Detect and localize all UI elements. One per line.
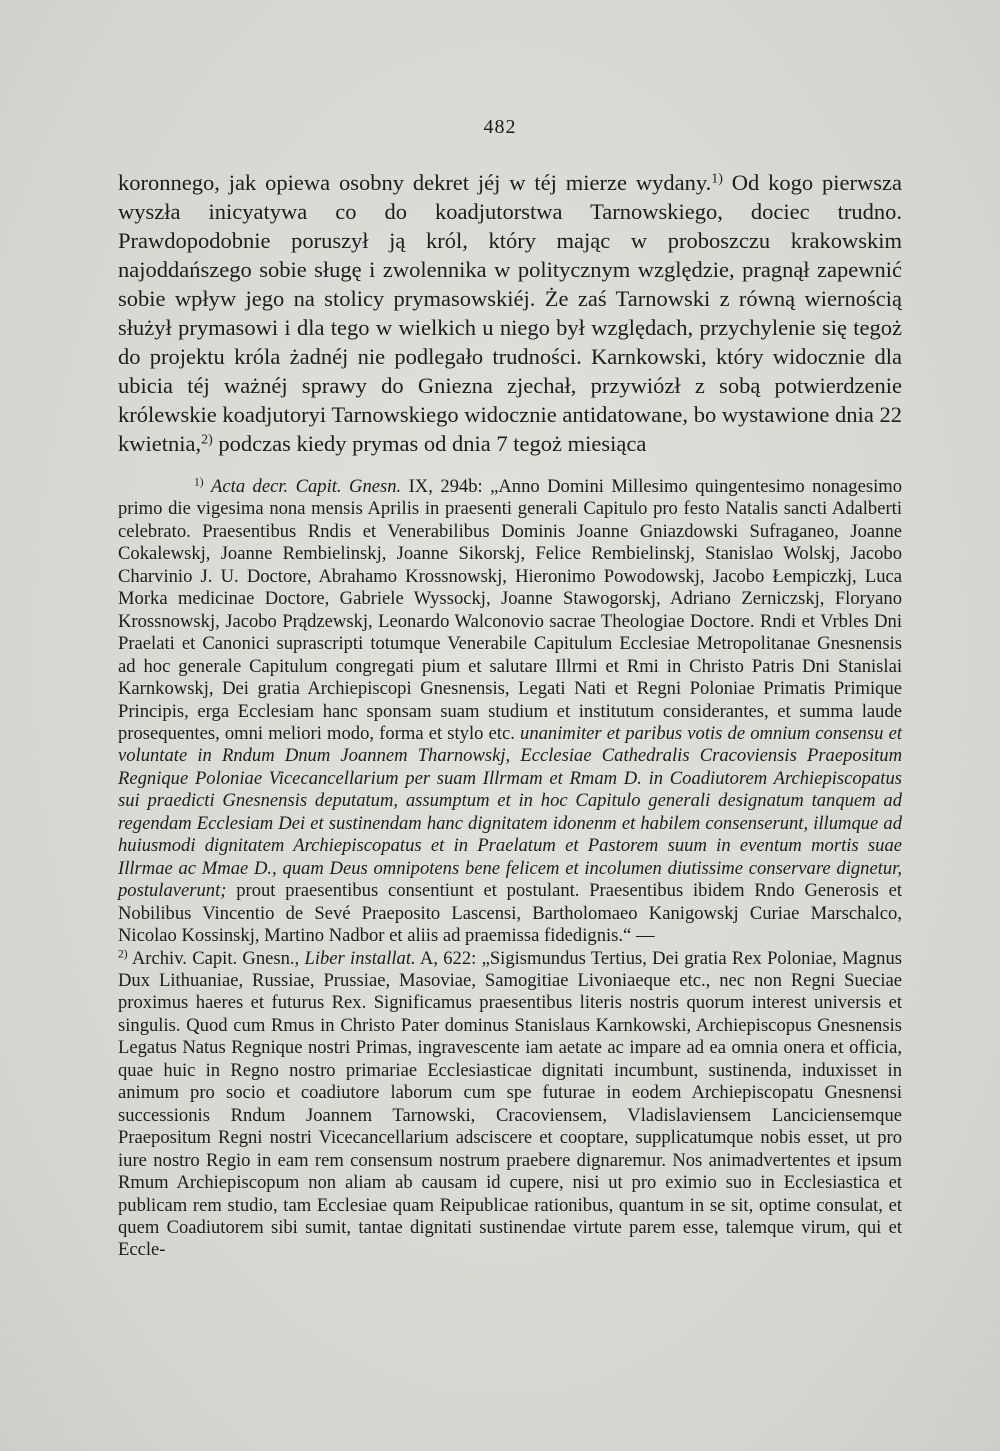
footnote-1-mark: 1) [194,476,204,489]
main-paragraph [118,168,902,458]
footnote-1-source: Acta decr. Capit. Gnesn. [211,476,402,497]
footnote-1-tail: prout praesentibus consentiunt et postulant. Praesentibus ibidem Rndo Generosis et Nobilibus Vincentio de Sevé Praeposito Lascensi, Bartholomaeo Kanigowskj Curiae Marschalco, Nicolao Kossinskj, Martino Nadbor et aliis ad praemissa fidedignis.“ — [118,880,902,947]
footnote-ref-2-number: 2 [201,432,209,448]
main-text-part-c: podczas kiedy prymas od dnia 7 tegoż miesiąca [212,431,647,456]
main-text [118,168,902,458]
footnote-2-archive: Archiv. Capit. Gnesn., [127,947,305,969]
footnote-2-source: Liber installat. [304,947,416,969]
footnote-1-mark-number: 1 [194,476,200,489]
footnote-1-italic-text: unanimiter et paribus votis de omnium consensu et voluntate in Rndum Dnum Joannem Tharnowskj, Ecclesiae Cathedralis Cracoviensis Praepositum Regnique Poloniae Vicecancellarium per suam Illrmam et Rmam D. in Coadiutorem Archiepiscopatus sui praedicti Gnesnensis deputatum, assumptum et in hoc Capitulo generali designatum tanquem ad regendam Ecclesiam Dei et sustinendam hanc dignitatem idonenm et habilem consenserunt, illumque ad huiusmodi dignitatem Archiepiscopatus et in Praelatum et Pastorem suum in eventum mortis suae Illrmae ac Mmae D., quam Deus omnipotens bene felicem et incolumen diutissime conservare dignetur, postulaverunt; [118,722,902,902]
footnote-2-mark: 2) [118,948,128,961]
footnote-ref-1-number: 1 [711,171,719,187]
footnote-ref-1[interactable]: 1) [711,171,723,187]
main-text-part-b: Od kogo pierwsza wyszła inicyatywa co do koadjutorstwa Tarnowskiego, dociec trudno. Prawdopodobnie poruszył ją król, który mając w proboszczu krakowskim najoddańszego sobie sługę i zwolennika w politycznym względzie, pragnął zapewnić sobie wpływ jego na stolicy prymasowskiéj. Że zaś Tarnowski z równą wiernością służył prymasowi i dla tego w wielkich u niego był względach, przychylenie się tegoż do projektu króla żadnéj nie podlegało trudności. Karnkowski, który widocznie dla ubicia téj ważnéj sprawy do Gniezna zjechał, przywiózł z sobą potwierdzenie królewskie koadjutoryi Tarnowskiego widocznie antidatowane, bo wystawione dnia 22 kwietnia, [118,170,902,456]
main-text-part-a: koronnego, jak opiewa osobny dekret jéj w téj mierze wydany. [118,170,712,195]
page-number: 482 [483,116,517,138]
footnotes [118,476,902,1262]
footnote-ref-2[interactable]: 2) [201,432,213,448]
footnote-1 [118,476,902,1262]
footnote-1-text: IX, 294b: „Anno Domini Millesimo quingentesimo nonagesimo primo die vigesima nona mensis Aprilis in praesenti generali Capitulo pro festo Natalis sancti Adalberti celebrato. Praesentibus Rndis et Venerabilibus Dominis Joanne Gniazdowski Sufraganeo, Joanne Cokalewskj, Joanne Rembielinskj, Joanne Sikorskj, Felice Rembielinskj, Stanislao Wolskj, Jacobo Charvinio J. U. Doctore, Abrahamo Krossnowskj, Hieronimo Powodowskj, Jacobo Łempiczkj, Luca Morka medicinae Doctore, Gabriele Wyssockj, Joanne Stawogorskj, Adriano Zerniczskj, Floryano Krossnowskj, Jacobo Prądzewskj, Leonardo Walconovio sacrae Theologiae Doctore. Rndi et Vrbles Dni Praelati et Canonici suprascripti totumque Venerabile Capitulum Ecclesiae Metropolitanae Gnesnensis ad hoc generale Capitulum congregati pium et salutare Illrmi et Rmi in Christo Patris Dni Stanislai Karnkowskj, Dei gratia Archiepiscopi Gnesnensis, Legati Nati et Regni Poloniae Primatis Primique Principis, erga Ecclesiam hanc sponsam suam studium et institutum considerantes, et summa laude prosequentes, omni meliori modo, forma et stylo etc. [118,476,902,744]
footnote-2-mark-number: 2 [118,948,124,961]
footnote-2-text: A, 622: „Sigismundus Tertius, Dei gratia Rex Poloniae, Magnus Dux Lithuaniae, Russiae, Prussiae, Masoviae, Samogitiae Livoniaeque etc., nec non Regni Sueciae proximus haeres et futurus Rex. Significamus praesentibus literis nostris quorum interest universis et singulis. Quod cum Rmus in Christo Pater dominus Stanislaus Karnkowski, Archiepiscopus Gnesnensis Legatus Natus Regnique nostri Primas, ingravescente iam aetate ac impare ad ea omnia onera et officia, quae huic in Regno nostro primariae Ecclesiasticae dignitati incumbunt, sustinenda, induxisset in animum pro socio et coadiutore laborum cum spe futurae in eodem Archiepiscopatu Gnesnensi successionis Rndum Joannem Tarnowski, Cracoviensem, Vladislaviensem Lanciciensemque Praepositum Regni nostri Vicecancellarium adsciscere et cooptare, supplicatumque nobis esset, ut pro iure nostro Regio in eam rem consensum nostrum praebere dignaremur. Nos animadvertentes et ipsum Rmum Archiepiscopum non aliam ab causam id cupere, nisi ut pro eximio suo in Ecclesiastica et publicam rem studio, tam Ecclesiae quam Reipublicae rationibus, quantum in se sit, optime consulat, et quem Coadiutorem sibi sumit, tantae dignitati sustinendae virtute parem esse, talemque virum, qui et Eccle- [118,947,902,1261]
